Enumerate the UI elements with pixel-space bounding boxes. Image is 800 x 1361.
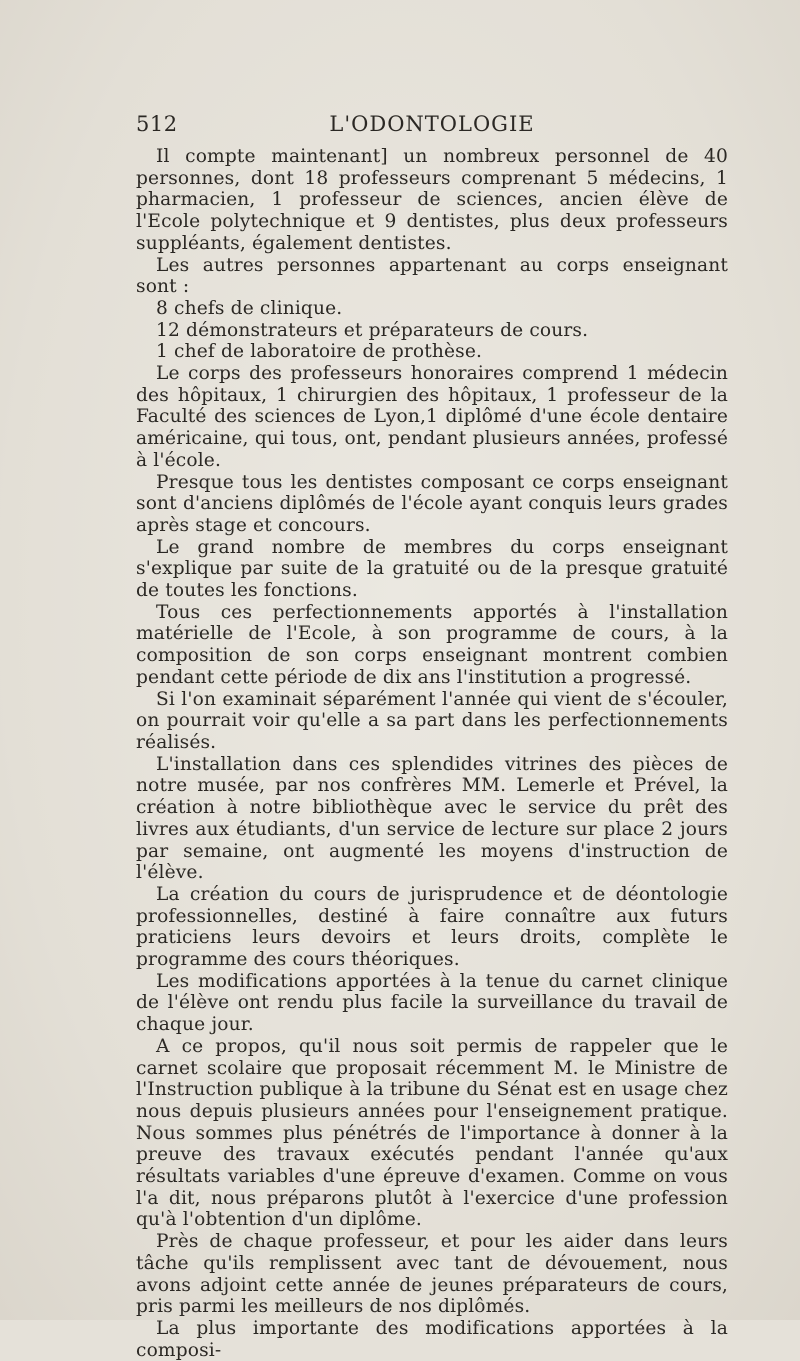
paragraph: L'installation dans ces splendides vitrines des pièces de notre musée, par nos confrères MM. Lemerle et Prével, la création à notre bibliothèque avec le service du prêt des livres aux étudiants, d'un service de lecture sur place 2 jours par semaine, ont augmenté les moyens d'instruction de l'élève.	[136, 753, 728, 884]
list-item: 1 chef de laboratoire de prothèse.	[156, 341, 483, 363]
page-number: 512	[136, 112, 178, 136]
paragraph: Près de chaque professeur, et pour les aider dans leurs tâche qu'ils remplissent avec tant de dévouement, nous avons adjoint cette année de jeunes préparateurs de cours, pris parmi les meilleurs de nos diplômés.	[136, 1231, 728, 1318]
paragraph: Les autres personnes appartenant au corps enseignant sont :	[136, 254, 728, 298]
list-item: 8 chefs de clinique.	[156, 297, 343, 319]
paragraph: La plus importante des modifications apportées à la composi-	[136, 1317, 728, 1361]
list-item: 12 démonstrateurs et préparateurs de cours.	[156, 319, 589, 341]
paragraph: Les modifications apportées à la tenue du carnet clinique de l'élève ont rendu plus facile la surveillance du travail de chaque jour.	[136, 970, 728, 1036]
paragraph: A ce propos, qu'il nous soit permis de rappeler que le carnet scolaire que proposait récemment M. le Ministre de l'Instruction publique à la tribune du Sénat est en usage chez nous depuis plusieurs années pour l'enseignement pratique. Nous sommes plus pénétrés de l'importance à donner à la preuve des travaux exécutés pendant l'année qu'aux résultats variables d'une épreuve d'examen. Comme on vous l'a dit, nous préparons plutôt à l'exercice d'une profession qu'à l'obtention d'un diplôme.	[136, 1035, 728, 1231]
paragraph: Si l'on examinait séparément l'année qui vient de s'écouler, on pourrait voir qu'elle a sa part dans les perfectionnements réalisés.	[136, 688, 728, 753]
paragraph: Presque tous les dentistes composant ce corps enseignant sont d'anciens diplômés de l'école ayant conquis leurs grades après stage et concours.	[136, 471, 728, 536]
paragraph: Le corps des professeurs honoraires comprend 1 médecin des hôpitaux, 1 chirurgien des hôpitaux, 1 professeur de la Faculté des sciences de Lyon,1 diplômé d'une école dentaire américaine, qui tous, ont, pendant plusieurs années, professé à l'école.	[136, 363, 728, 471]
paragraph: Tous ces perfectionnements apportés à l'installation matérielle de l'Ecole, à son programme de cours, à la composition de son corps enseignant montrent combien pendant cette période de dix ans l'institution a progressé.	[136, 601, 728, 688]
paragraph: Il compte maintenant] un nombreux personnel de 40 personnes, dont 18 professeurs comprenant 5 médecins, 1 pharmacien, 1 professeur de sciences, ancien élève de l'Ecole polytechnique et 9 dentistes, plus deux professeurs suppléants, également dentistes.	[136, 146, 728, 254]
paragraph: La création du cours de jurisprudence et de déontologie professionnelles, destiné à faire connaître aux futurs praticiens leurs devoirs et leurs droits, complète le programme des cours théoriques.	[136, 883, 728, 971]
paragraph: Le grand nombre de membres du corps enseignant s'explique par suite de la gratuité ou de la presque gratuité de toutes les fonctions.	[136, 536, 728, 602]
body-text	[136, 146, 728, 1361]
page-header	[136, 112, 728, 142]
running-title: L'ODONTOLOGIE	[329, 112, 535, 136]
